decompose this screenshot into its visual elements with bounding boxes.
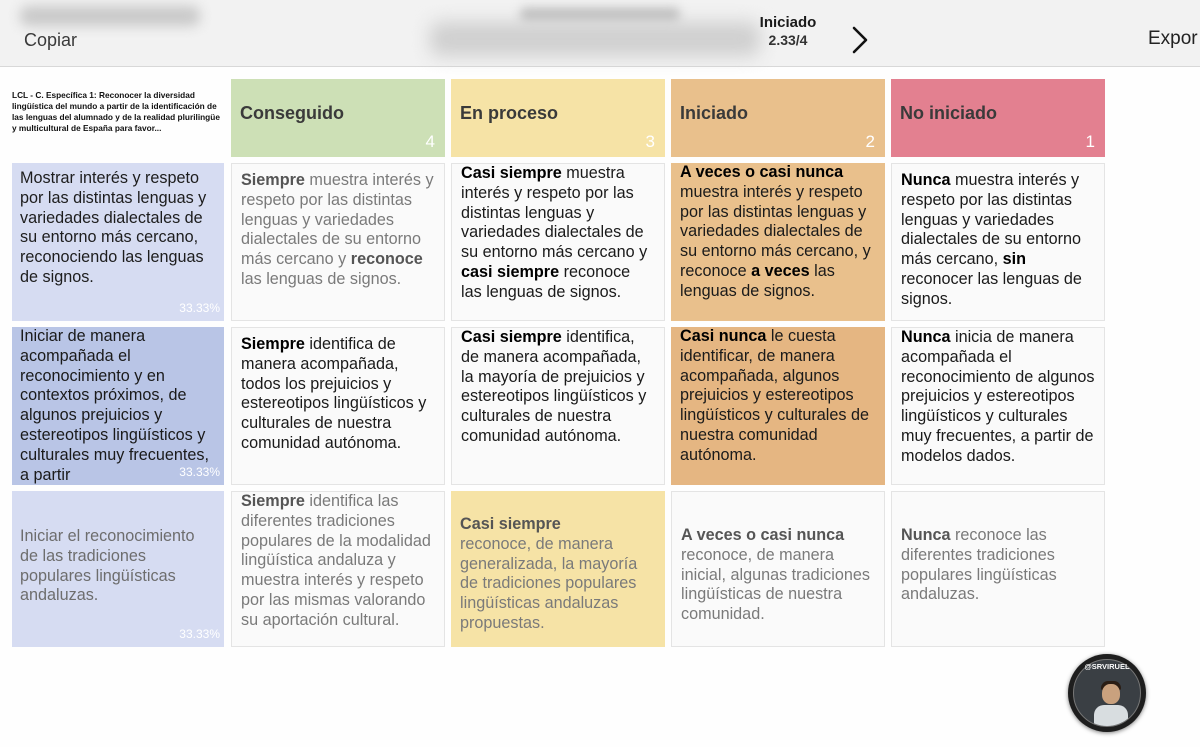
level-header-iniciado [671,79,885,157]
level-keyword: Nunca [901,171,951,189]
level-keyword: a veces [751,261,810,280]
criterion-row-2[interactable] [12,327,224,485]
rubric-cell-r3-en-proceso-selected[interactable] [451,491,665,647]
level-keyword: Casi nunca [680,327,767,345]
descriptor-text: muestra interés y respeto por las distintas lenguas y variedades dialectales de su entorno más cercano y [461,164,648,262]
level-keyword: Nunca [901,526,951,544]
level-score: 3 [645,132,655,151]
level-keyword: Siempre [241,171,305,189]
level-name: No iniciado [900,103,998,123]
status-label: Iniciado [759,14,817,31]
criterion-text: Mostrar interés y respeto por las distintas lenguas y variedades dialectales de su entorno más cercano, reconociendo las lenguas de signos. [20,169,207,286]
descriptor-text: muestra interés y respeto por las distintas lenguas y variedades dialectales de su entorno más cercano, [901,171,1081,269]
descriptor-text: identifica las diferentes tradiciones populares de la modalidad lingüística andaluza y muestra interés y respeto por las mismas valorando su aportación cultural. [241,492,431,629]
copy-button[interactable]: Copiar [24,30,78,50]
descriptor-text: reconoce las lenguas de signos. [461,262,631,301]
rubric-cell-r3-no-iniciado[interactable] [891,491,1105,647]
criterion-row-1[interactable] [12,163,224,321]
blurred-student-name [430,22,760,56]
rubric-cell-r1-no-iniciado[interactable] [891,163,1105,321]
level-keyword: Nunca [901,328,951,346]
level-keyword: Casi siempre [461,164,562,182]
level-score: 2 [865,132,875,151]
level-name: En proceso [460,103,559,123]
criterion-row-3[interactable] [12,491,224,647]
descriptor-text: muestra interés y respeto por las distintas lenguas y variedades dialectales de su entorno más cercano, y reconoce [680,182,871,280]
level-name: Conseguido [240,103,344,123]
criterion-weight: 33.33% [179,465,220,480]
level-keyword: Casi siempre [461,328,562,346]
level-score: 4 [425,132,435,151]
descriptor-text: reconoce, de manera inicial, algunas tradiciones lingüísticas de nuestra comunidad. [681,545,870,624]
avatar-handle: @SRVIRUEL [1084,662,1130,671]
criterion-text: Iniciar el reconocimiento de las tradiciones populares lingüísticas andaluzas. [20,527,195,605]
level-keyword: Siempre [241,492,305,510]
rubric-cell-r1-en-proceso[interactable] [451,163,665,321]
level-keyword: casi siempre [461,262,560,281]
level-name: Iniciado [680,103,749,123]
descriptor-text: las lenguas de signos. [241,269,402,288]
rubric-cell-r2-conseguido[interactable] [231,327,445,485]
level-keyword: Siempre [241,335,305,353]
top-toolbar [0,0,1200,67]
level-header-conseguido [231,79,445,157]
descriptor-text: reconocer las lenguas de signos. [901,269,1082,308]
descriptor-text: inicia de manera acompañada el reconocimiento de algunos prejuicios y estereotipos lingüísticos y culturales muy frecuentes, a partir de modelos dados. [901,328,1095,465]
descriptor-text: identifica, de manera acompañada, la mayoría de prejuicios y estereotipos lingüísticos y culturales de nuestra comunidad autónoma. [461,328,647,445]
level-header-en-proceso [451,79,665,157]
avatar-body [1094,705,1128,727]
rubric-cell-r3-conseguido[interactable] [231,491,445,647]
rubric-cell-r3-iniciado[interactable] [671,491,885,647]
blurred-title [20,6,200,26]
criterion-weight: 33.33% [179,301,220,316]
descriptor-text: identifica de manera acompañada, todos los prejuicios y estereotipos lingüísticos y culturales de nuestra comunidad autónoma. [241,335,427,452]
level-keyword: A veces o casi nunca [681,526,845,544]
descriptor-text: las lenguas de signos. [680,261,835,300]
avatar-head [1102,684,1120,704]
overall-status [758,14,818,48]
blurred-header [520,8,680,22]
status-score: 2.33/4 [768,32,808,48]
descriptor-text: le cuesta identificar, de manera acompañada, algunos prejuicios y estereotipos lingüísticos y culturales de nuestra comunidad autónoma. [680,327,869,464]
rubric-cell-r2-iniciado-selected[interactable] [671,327,885,485]
descriptor-text: reconoce las diferentes tradiciones populares lingüísticas andaluzas. [901,526,1057,604]
descriptor-text: muestra interés y respeto por las distintas lenguas y variedades dialectales de su entorno más cercano y [241,171,434,269]
level-keyword: A veces o casi nunca [680,163,844,181]
rubric-cell-r1-iniciado-selected[interactable] [671,163,885,321]
level-header-no-iniciado [891,79,1105,157]
level-score: 1 [1085,132,1095,151]
level-keyword: Casi siempre [460,515,561,533]
descriptor-text: reconoce, de manera generalizada, la mayoría de tradiciones populares lingüísticas andaluzas propuestas. [460,534,638,632]
export-button[interactable]: Expor [1148,28,1198,49]
rubric-cell-r2-no-iniciado[interactable] [891,327,1105,485]
chevron-right-icon[interactable] [845,20,875,60]
rubric-cell-r2-en-proceso[interactable] [451,327,665,485]
author-avatar-badge [1068,654,1146,732]
criterion-text: Iniciar de manera acompañada el reconocimiento y en contextos próximos, de algunos prejuicios y estereotipos lingüísticos y culturales muy frecuentes, a partir [20,327,209,484]
criterion-title: LCL - C. Específica 1: Reconocer la diversidad lingüística del mundo a partir de la identificación de las lenguas del alumnado y de la realidad plurilingüe y multicultural de España para favor... [12,90,220,133]
rubric-cell-r1-conseguido[interactable] [231,163,445,321]
criterion-weight: 33.33% [179,627,220,642]
level-keyword: sin [1002,250,1027,269]
level-keyword: reconoce [350,250,423,269]
